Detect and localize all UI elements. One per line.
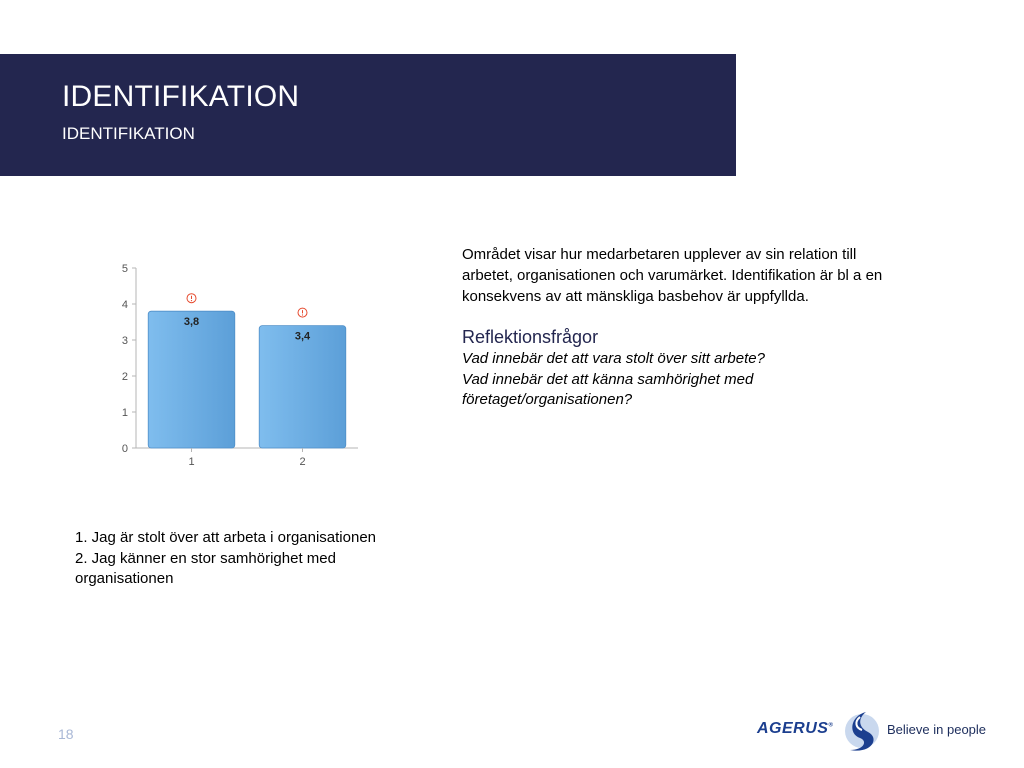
chart-bar [259, 326, 346, 448]
description-line: konsekvens av att mänskliga basbehov är uppfyllda. [462, 288, 809, 305]
logo-tagline: Believe in people [887, 722, 987, 737]
logo-wordmark: AGERUS® [757, 720, 834, 737]
chart-legend [75, 528, 435, 590]
y-tick-label: 4 [121, 299, 128, 311]
warning-icon-dot [302, 314, 303, 315]
description-text [462, 244, 962, 307]
y-tick-label: 3 [121, 335, 128, 347]
x-tick-label: 2 [299, 456, 306, 468]
description-line: Området visar hur medarbetaren upplever av sin relation till [462, 246, 857, 263]
bar-chart [100, 252, 380, 482]
logo-swirl-icon [842, 708, 882, 754]
page-title: IDENTIFIKATION [62, 80, 300, 113]
legend-item: organisationen [75, 570, 174, 587]
reflection-heading: Reflektionsfrågor [462, 327, 599, 347]
header-band [0, 54, 736, 176]
legend-item: 2. Jag känner en stor samhörighet med [75, 549, 336, 567]
company-logo [757, 704, 987, 756]
x-tick-label: 1 [188, 456, 195, 468]
page-subtitle: IDENTIFIKATION [62, 124, 195, 143]
page-number: 18 [58, 726, 74, 742]
bar-value-label: 3,4 [294, 330, 311, 343]
bar-value-label: 3,8 [183, 316, 200, 329]
reflection-question: företaget/organisationen? [462, 391, 633, 408]
y-tick-label: 5 [121, 263, 128, 275]
chart-bar [148, 311, 235, 448]
y-tick-label: 2 [121, 371, 128, 383]
y-tick-label: 0 [121, 443, 128, 455]
reflection-section [462, 325, 962, 411]
chart-bars [148, 294, 346, 468]
chart-svg [100, 252, 380, 482]
legend-item: 1. Jag är stolt över att arbeta i organisationen [75, 529, 377, 546]
warning-icon-dot [191, 300, 192, 301]
y-tick-label: 1 [121, 407, 128, 419]
reflection-question: Vad innebär det att vara stolt över sitt arbete? [462, 350, 765, 367]
reflection-question: Vad innebär det att känna samhörighet med [462, 370, 754, 388]
description-line: arbetet, organisationen och varumärket. Identifikation är bl a en [462, 267, 883, 284]
